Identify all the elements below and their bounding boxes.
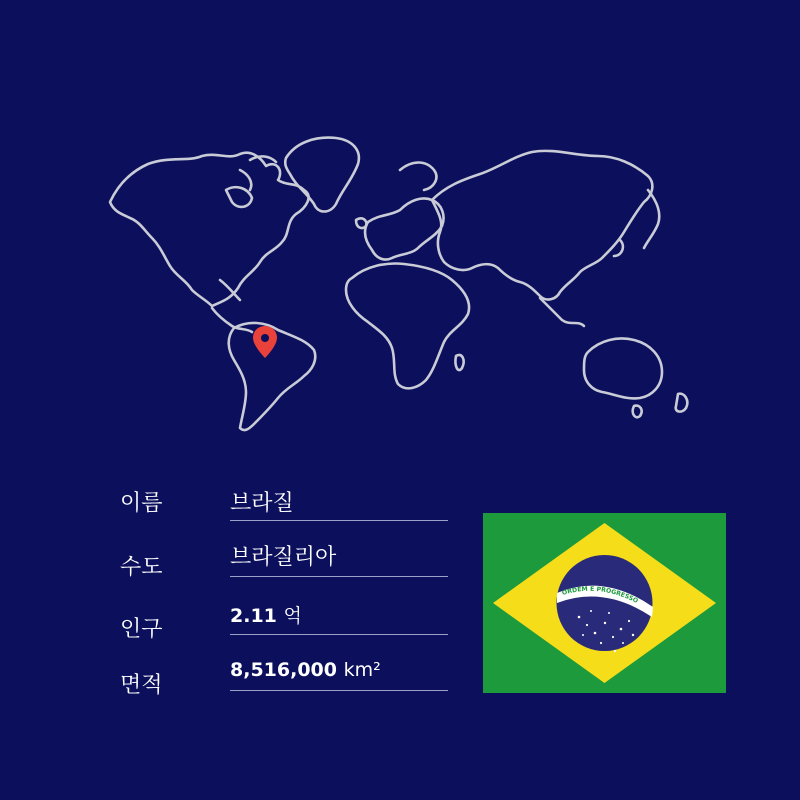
asia-outline bbox=[432, 151, 652, 300]
population-value bbox=[230, 601, 302, 628]
north-america-outline bbox=[110, 153, 309, 306]
area-value bbox=[230, 659, 381, 681]
capital-label: 수도 bbox=[120, 555, 163, 580]
australia-outline bbox=[584, 339, 662, 399]
divider bbox=[230, 690, 448, 691]
capital-value: 브라질리아 bbox=[230, 545, 337, 570]
name-label: 이름 bbox=[120, 491, 163, 516]
africa-outline bbox=[346, 264, 469, 389]
brazil-flag bbox=[483, 513, 726, 693]
divider bbox=[230, 576, 448, 577]
area-number: 8,516,000 bbox=[230, 659, 337, 681]
population-unit: 억 bbox=[283, 605, 302, 627]
area-unit: km² bbox=[343, 659, 381, 681]
world-map bbox=[100, 130, 710, 440]
population-number: 2.11 bbox=[230, 605, 277, 627]
europe-outline bbox=[365, 198, 444, 259]
flag-motto: ORDEM E PROGRESSO bbox=[561, 585, 640, 605]
divider bbox=[230, 520, 448, 521]
area-label: 면적 bbox=[120, 673, 163, 698]
population-label: 인구 bbox=[120, 617, 163, 642]
divider bbox=[230, 634, 448, 635]
greenland-outline bbox=[285, 138, 359, 212]
name-value: 브라질 bbox=[230, 491, 294, 516]
location-pin-icon bbox=[253, 326, 277, 358]
